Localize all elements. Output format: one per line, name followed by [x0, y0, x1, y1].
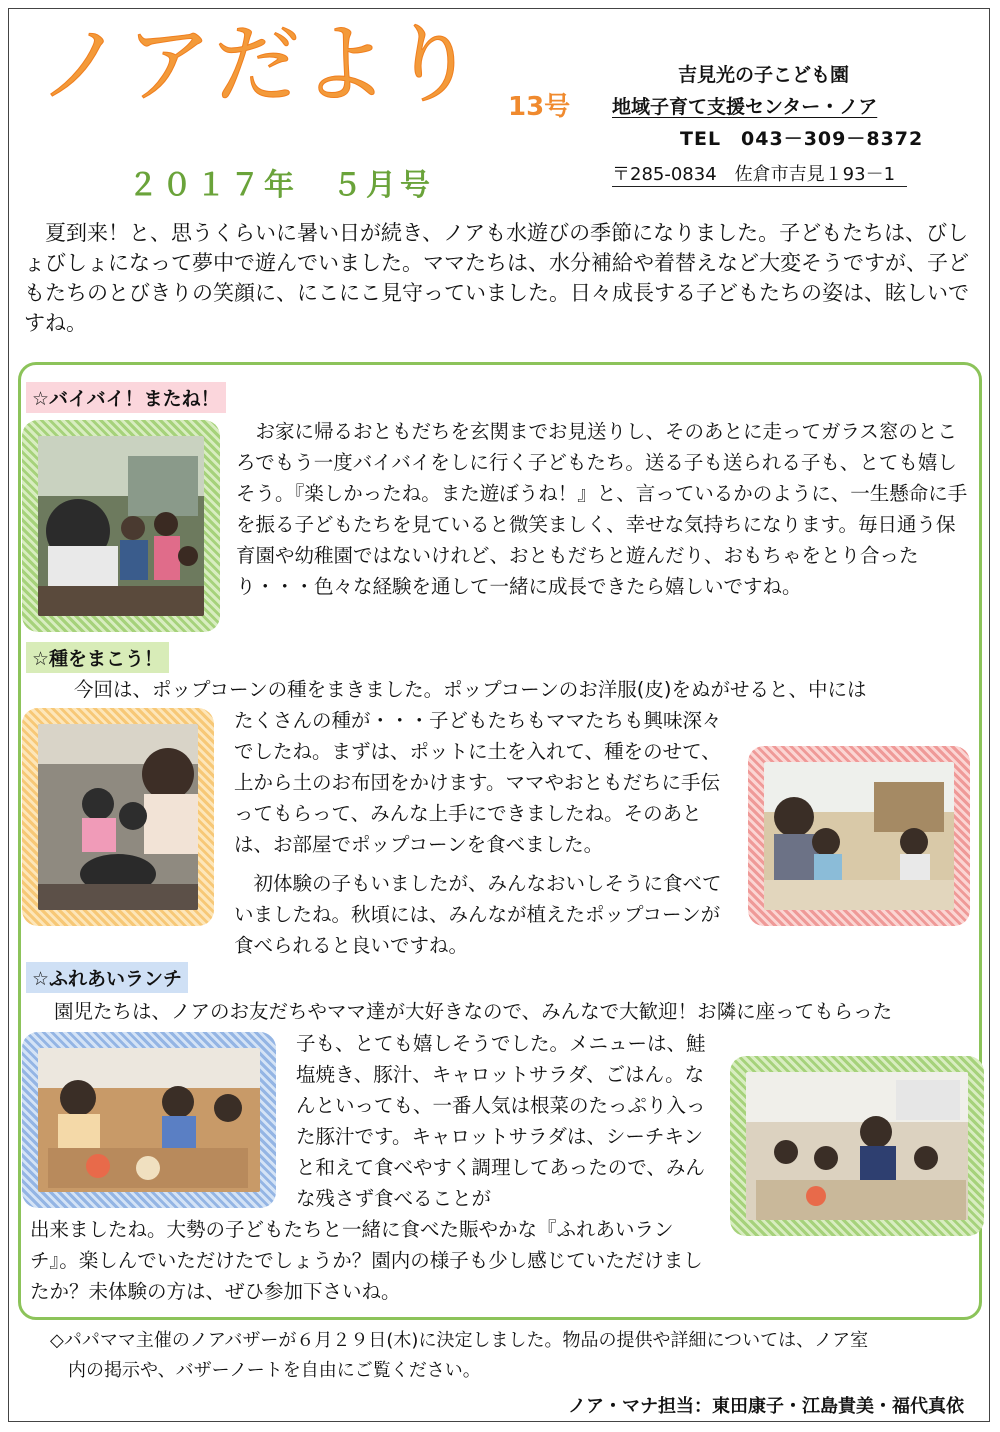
- photo-popcorn: [748, 746, 970, 926]
- section-body-seeds-2: 初体験の子もいましたが、みんなおいしそうに食べていましたね。秋頃には、みんなが植えたポップコーンが食べられると良いですね。: [234, 872, 722, 957]
- photo-lunch-2: [730, 1056, 984, 1236]
- photo-lunch-1-image: [38, 1048, 260, 1192]
- section-body-lunch: 子も、とても嬉しそうでした。メニューは、鮭塩焼き、豚汁、キャロットサラダ、ごはん。なんといっても、一番人気は根菜のたっぷり入った豚汁です。キャロットサラダは、シーチキンと和えて食べやすく調理してあったので、みんな残さず食べることが: [296, 1032, 706, 1210]
- notice-line-1: ◇パパママ主催のノアバザーが６月２９日(木)に決定しました。物品の提供や詳細については、ノア室: [50, 1330, 869, 1351]
- section-heading-seeds: ☆種をまこう！: [26, 642, 169, 673]
- issue-date: ２０１７年 ５月号: [128, 168, 434, 203]
- section-body-seeds: たくさんの種が・・・子どもたちもママたちも興味深々でしたね。まずは、ポットに土を入れて、種をのせて、上から土のお布団をかけます。ママやおともだちに手伝ってもらって、みんな上手にできましたね。そのあとは、お部屋でポップコーンを食べました。: [234, 709, 722, 856]
- section-body-bye: お家に帰るおともだちを玄関までお見送りし、そのあとに走ってガラス窓のところでもう一度バイバイをしに行く子どもたち。送る子も送られる子も、とても嬉しそう。『楽しかったね。また遊ぼうね！』と、言っているかのように、一生懸命に手を振る子どもたちを見ていると微笑ましく、幸せな気持ちになります。毎日通う保育園や幼稚園ではないけれど、おともだちと遊んだり、おもちゃをとり合ったり・・・色々な経験を通して一緒に成長できたら嬉しいですね。: [236, 420, 968, 598]
- photo-lunch-1: [22, 1032, 276, 1208]
- photo-goodbye: [22, 420, 220, 632]
- bazaar-notice: [50, 1326, 970, 1386]
- section-body-lunch-bottom: 出来ましたね。大勢の子どもたちと一緒に食べた賑やかな『ふれあいランチ』。楽しんでいただけたでしょうか？園内の様子も少し感じていただけましたか？未体験の方は、ぜひ参加下さいね。: [30, 1218, 703, 1303]
- intro-paragraph: [24, 218, 974, 338]
- notice-line-2: 内の掲示や、バザーノートを自由にご覧ください。: [68, 1360, 481, 1381]
- section-body-seeds-top: 今回は、ポップコーンの種をまきました。ポップコーンのお洋服(皮)をぬがせると、中には: [74, 678, 867, 701]
- newsletter-title: ノアだより: [38, 15, 478, 115]
- section-heading-lunch: ☆ふれあいランチ: [26, 962, 188, 993]
- address: 〒285-0834 佐倉市吉見１93－1: [612, 160, 907, 187]
- issue-number: 13号: [508, 92, 571, 122]
- staff-credits: ノア・マナ担当：東田康子・江島貴美・福代真依: [568, 1396, 964, 1417]
- section-heading-bye: ☆バイバイ！またね！: [26, 382, 226, 413]
- photo-goodbye-image: [38, 436, 204, 616]
- intro-text: 夏到来！と、思うくらいに暑い日が続き、ノアも水遊びの季節になりました。子どもたちは、びしょびしょになって夢中で遊んでいました。ママたちは、水分補給や着替えなど大変そうですが、子どもたちのとびきりの笑顔に、にこにこ見守っていました。日々成長する子どもたちの姿は、眩しいですね。: [24, 221, 969, 335]
- org-name: 吉見光の子こども園: [678, 64, 850, 86]
- photo-planting: [22, 708, 214, 926]
- phone-number: TEL 043－309－8372: [680, 128, 924, 150]
- photo-planting-image: [38, 724, 198, 910]
- photo-popcorn-image: [764, 762, 954, 910]
- photo-lunch-2-image: [746, 1072, 968, 1220]
- center-name: 地域子育て支援センター・ノア: [612, 96, 878, 118]
- section-body-lunch-top: 園児たちは、ノアのお友だちやママ達が大好きなので、みんなで大歓迎！お隣に座ってもらった: [54, 1000, 893, 1023]
